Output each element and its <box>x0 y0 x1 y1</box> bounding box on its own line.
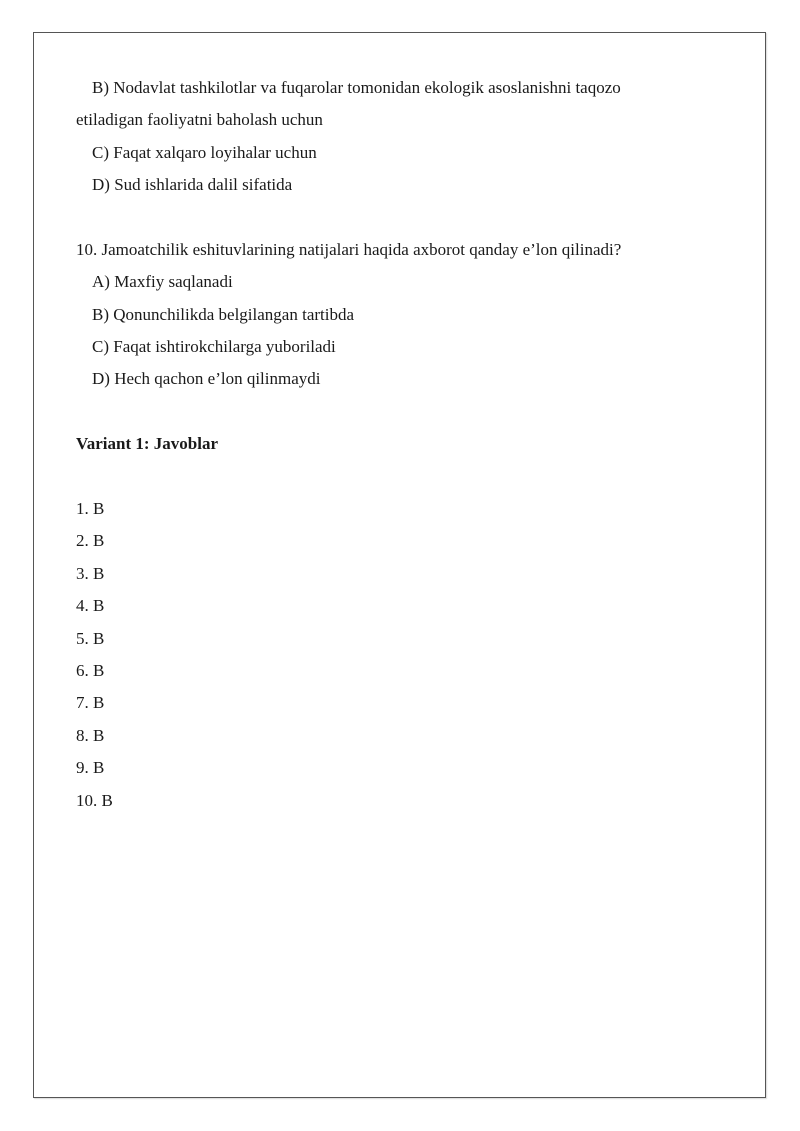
answers-heading: Variant 1: Javoblar <box>76 434 218 453</box>
answer-item: 1. B <box>76 499 105 518</box>
q10-option-c: C) Faqat ishtirokchilarga yuboriladi <box>92 337 336 356</box>
answer-item: 7. B <box>76 693 105 712</box>
answer-item: 9. B <box>76 758 105 777</box>
q9-option-b-line1: B) Nodavlat tashkilotlar va fuqarolar tomonidan ekologik asoslanishni taqozo <box>92 78 621 97</box>
q9-option-c: C) Faqat xalqaro loyihalar uchun <box>92 143 317 162</box>
q10-option-b: B) Qonunchilikda belgilangan tartibda <box>92 305 355 324</box>
answer-item: 3. B <box>76 564 105 583</box>
answer-item: 6. B <box>76 661 105 680</box>
answer-item: 10. B <box>76 791 113 810</box>
q10-option-a: A) Maxfiy saqlanadi <box>92 272 233 291</box>
answer-item: 5. B <box>76 629 105 648</box>
answer-item: 8. B <box>76 726 105 745</box>
q10-question: 10. Jamoatchilik eshituvlarining natijalari haqida axborot qanday e’lon qilinadi? <box>76 240 622 259</box>
answer-item: 4. B <box>76 596 105 615</box>
q9-option-d: D) Sud ishlarida dalil sifatida <box>92 175 293 194</box>
q9-option-b-line2: etiladigan faoliyatni baholash uchun <box>76 110 323 129</box>
answer-item: 2. B <box>76 531 105 550</box>
q10-option-d: D) Hech qachon e’lon qilinmaydi <box>92 369 321 388</box>
